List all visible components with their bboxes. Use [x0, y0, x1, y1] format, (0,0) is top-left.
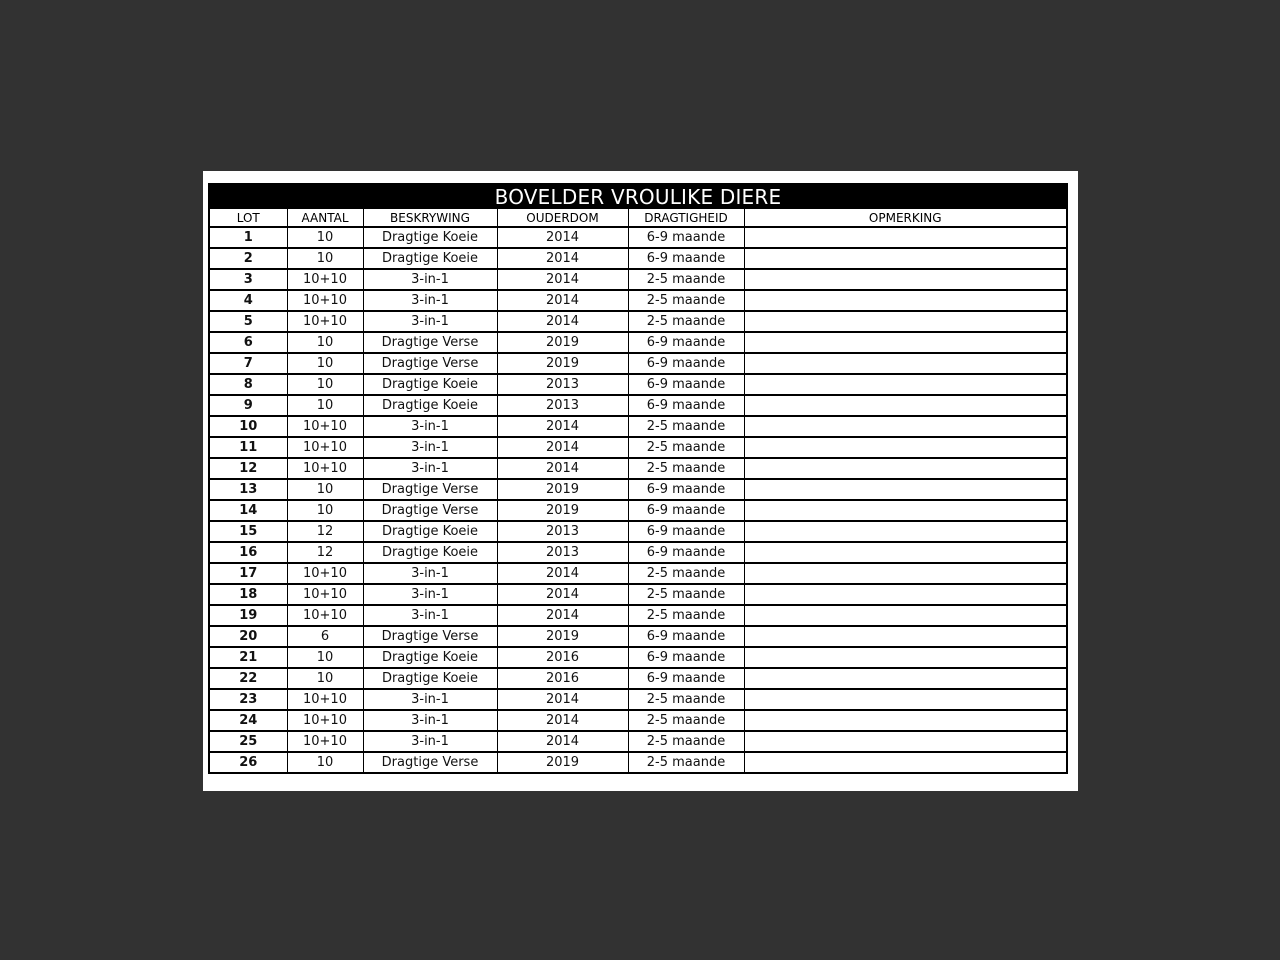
- lot-cell: 8: [209, 374, 287, 395]
- opmerking-cell: [744, 353, 1067, 374]
- ouderdom-cell: 2014: [497, 290, 628, 311]
- opmerking-cell: [744, 395, 1067, 416]
- opmerking-cell: [744, 311, 1067, 332]
- table-row: [209, 332, 1067, 353]
- lot-cell: 11: [209, 437, 287, 458]
- column-header-ouderdom: OUDERDOM: [497, 209, 628, 227]
- ouderdom-cell: 2014: [497, 584, 628, 605]
- table-row: [209, 395, 1067, 416]
- opmerking-cell: [744, 374, 1067, 395]
- aantal-cell: 10+10: [287, 458, 363, 479]
- lot-cell: 26: [209, 752, 287, 773]
- document-sheet: [203, 171, 1078, 791]
- table-row: [209, 374, 1067, 395]
- beskrywing-cell: 3-in-1: [363, 269, 497, 290]
- dragtigheid-cell: 2-5 maande: [628, 710, 744, 731]
- aantal-cell: 10: [287, 248, 363, 269]
- dragtigheid-cell: 6-9 maande: [628, 374, 744, 395]
- opmerking-cell: [744, 563, 1067, 584]
- beskrywing-cell: Dragtige Verse: [363, 353, 497, 374]
- dragtigheid-cell: 6-9 maande: [628, 479, 744, 500]
- aantal-cell: 10+10: [287, 290, 363, 311]
- opmerking-cell: [744, 437, 1067, 458]
- opmerking-cell: [744, 227, 1067, 248]
- dragtigheid-cell: 2-5 maande: [628, 731, 744, 752]
- ouderdom-cell: 2013: [497, 395, 628, 416]
- ouderdom-cell: 2014: [497, 710, 628, 731]
- dragtigheid-cell: 2-5 maande: [628, 269, 744, 290]
- ouderdom-cell: 2014: [497, 248, 628, 269]
- beskrywing-cell: Dragtige Koeie: [363, 521, 497, 542]
- table-row: [209, 290, 1067, 311]
- beskrywing-cell: 3-in-1: [363, 605, 497, 626]
- aantal-cell: 10+10: [287, 710, 363, 731]
- ouderdom-cell: 2014: [497, 269, 628, 290]
- table-row: [209, 458, 1067, 479]
- dragtigheid-cell: 6-9 maande: [628, 332, 744, 353]
- lot-cell: 17: [209, 563, 287, 584]
- aantal-cell: 6: [287, 626, 363, 647]
- table-row: [209, 584, 1067, 605]
- opmerking-cell: [744, 710, 1067, 731]
- aantal-cell: 10: [287, 752, 363, 773]
- aantal-cell: 12: [287, 521, 363, 542]
- table-row: [209, 605, 1067, 626]
- table-row: [209, 710, 1067, 731]
- table-row: [209, 563, 1067, 584]
- lot-cell: 12: [209, 458, 287, 479]
- opmerking-cell: [744, 752, 1067, 773]
- lot-cell: 15: [209, 521, 287, 542]
- ouderdom-cell: 2019: [497, 479, 628, 500]
- dragtigheid-cell: 6-9 maande: [628, 395, 744, 416]
- lot-cell: 20: [209, 626, 287, 647]
- ouderdom-cell: 2013: [497, 374, 628, 395]
- lot-cell: 22: [209, 668, 287, 689]
- beskrywing-cell: 3-in-1: [363, 416, 497, 437]
- beskrywing-cell: 3-in-1: [363, 563, 497, 584]
- ouderdom-cell: 2019: [497, 500, 628, 521]
- livestock-table: [208, 183, 1068, 774]
- aantal-cell: 10: [287, 500, 363, 521]
- opmerking-cell: [744, 647, 1067, 668]
- beskrywing-cell: Dragtige Koeie: [363, 668, 497, 689]
- lot-cell: 5: [209, 311, 287, 332]
- beskrywing-cell: 3-in-1: [363, 689, 497, 710]
- ouderdom-cell: 2014: [497, 437, 628, 458]
- aantal-cell: 10: [287, 647, 363, 668]
- lot-cell: 1: [209, 227, 287, 248]
- dragtigheid-cell: 6-9 maande: [628, 353, 744, 374]
- dragtigheid-cell: 2-5 maande: [628, 584, 744, 605]
- dragtigheid-cell: 6-9 maande: [628, 227, 744, 248]
- beskrywing-cell: 3-in-1: [363, 731, 497, 752]
- aantal-cell: 10+10: [287, 416, 363, 437]
- opmerking-cell: [744, 290, 1067, 311]
- table-row: [209, 227, 1067, 248]
- table-title: BOVELDER VROULIKE DIERE: [209, 184, 1067, 209]
- ouderdom-cell: 2019: [497, 626, 628, 647]
- dragtigheid-cell: 6-9 maande: [628, 626, 744, 647]
- table-row: [209, 311, 1067, 332]
- dragtigheid-cell: 6-9 maande: [628, 647, 744, 668]
- ouderdom-cell: 2013: [497, 521, 628, 542]
- ouderdom-cell: 2016: [497, 647, 628, 668]
- ouderdom-cell: 2013: [497, 542, 628, 563]
- beskrywing-cell: Dragtige Koeie: [363, 374, 497, 395]
- lot-cell: 24: [209, 710, 287, 731]
- opmerking-cell: [744, 521, 1067, 542]
- ouderdom-cell: 2014: [497, 563, 628, 584]
- beskrywing-cell: 3-in-1: [363, 584, 497, 605]
- aantal-cell: 10: [287, 374, 363, 395]
- beskrywing-cell: 3-in-1: [363, 437, 497, 458]
- beskrywing-cell: 3-in-1: [363, 290, 497, 311]
- lot-cell: 14: [209, 500, 287, 521]
- table-row: [209, 500, 1067, 521]
- beskrywing-cell: Dragtige Verse: [363, 479, 497, 500]
- dragtigheid-cell: 6-9 maande: [628, 500, 744, 521]
- aantal-cell: 12: [287, 542, 363, 563]
- beskrywing-cell: Dragtige Koeie: [363, 227, 497, 248]
- table-row: [209, 479, 1067, 500]
- ouderdom-cell: 2016: [497, 668, 628, 689]
- lot-cell: 21: [209, 647, 287, 668]
- lot-cell: 2: [209, 248, 287, 269]
- lot-cell: 7: [209, 353, 287, 374]
- column-header-opmerking: OPMERKING: [744, 209, 1067, 227]
- opmerking-cell: [744, 731, 1067, 752]
- table-row: [209, 647, 1067, 668]
- beskrywing-cell: 3-in-1: [363, 311, 497, 332]
- ouderdom-cell: 2014: [497, 416, 628, 437]
- table-row: [209, 416, 1067, 437]
- ouderdom-cell: 2019: [497, 353, 628, 374]
- aantal-cell: 10: [287, 353, 363, 374]
- beskrywing-cell: Dragtige Verse: [363, 500, 497, 521]
- aantal-cell: 10+10: [287, 605, 363, 626]
- lot-cell: 13: [209, 479, 287, 500]
- lot-cell: 23: [209, 689, 287, 710]
- beskrywing-cell: Dragtige Koeie: [363, 542, 497, 563]
- table-row: [209, 689, 1067, 710]
- table-row: [209, 752, 1067, 773]
- dragtigheid-cell: 2-5 maande: [628, 290, 744, 311]
- column-header-lot: LOT: [209, 209, 287, 227]
- lot-cell: 25: [209, 731, 287, 752]
- opmerking-cell: [744, 500, 1067, 521]
- dragtigheid-cell: 2-5 maande: [628, 689, 744, 710]
- lot-cell: 6: [209, 332, 287, 353]
- lot-cell: 19: [209, 605, 287, 626]
- opmerking-cell: [744, 248, 1067, 269]
- table-row: [209, 269, 1067, 290]
- beskrywing-cell: Dragtige Koeie: [363, 395, 497, 416]
- opmerking-cell: [744, 668, 1067, 689]
- aantal-cell: 10: [287, 227, 363, 248]
- beskrywing-cell: Dragtige Verse: [363, 752, 497, 773]
- opmerking-cell: [744, 542, 1067, 563]
- opmerking-cell: [744, 332, 1067, 353]
- dragtigheid-cell: 2-5 maande: [628, 458, 744, 479]
- beskrywing-cell: 3-in-1: [363, 458, 497, 479]
- aantal-cell: 10+10: [287, 311, 363, 332]
- aantal-cell: 10+10: [287, 269, 363, 290]
- dragtigheid-cell: 2-5 maande: [628, 311, 744, 332]
- beskrywing-cell: Dragtige Koeie: [363, 248, 497, 269]
- lot-cell: 9: [209, 395, 287, 416]
- aantal-cell: 10+10: [287, 731, 363, 752]
- beskrywing-cell: Dragtige Verse: [363, 332, 497, 353]
- opmerking-cell: [744, 689, 1067, 710]
- dragtigheid-cell: 2-5 maande: [628, 563, 744, 584]
- dragtigheid-cell: 2-5 maande: [628, 605, 744, 626]
- ouderdom-cell: 2014: [497, 605, 628, 626]
- aantal-cell: 10: [287, 479, 363, 500]
- table-row: [209, 248, 1067, 269]
- dragtigheid-cell: 2-5 maande: [628, 416, 744, 437]
- lot-cell: 16: [209, 542, 287, 563]
- table-row: [209, 521, 1067, 542]
- opmerking-cell: [744, 605, 1067, 626]
- aantal-cell: 10+10: [287, 437, 363, 458]
- lot-cell: 4: [209, 290, 287, 311]
- beskrywing-cell: 3-in-1: [363, 710, 497, 731]
- column-header-dragtigheid: DRAGTIGHEID: [628, 209, 744, 227]
- dragtigheid-cell: 6-9 maande: [628, 668, 744, 689]
- column-header-aantal: AANTAL: [287, 209, 363, 227]
- ouderdom-cell: 2014: [497, 458, 628, 479]
- ouderdom-cell: 2014: [497, 311, 628, 332]
- table-row: [209, 542, 1067, 563]
- dragtigheid-cell: 6-9 maande: [628, 542, 744, 563]
- ouderdom-cell: 2014: [497, 731, 628, 752]
- opmerking-cell: [744, 584, 1067, 605]
- table-row: [209, 731, 1067, 752]
- beskrywing-cell: Dragtige Koeie: [363, 647, 497, 668]
- lot-cell: 3: [209, 269, 287, 290]
- ouderdom-cell: 2019: [497, 752, 628, 773]
- aantal-cell: 10: [287, 668, 363, 689]
- table-row: [209, 353, 1067, 374]
- header-row: [209, 209, 1067, 227]
- table-row: [209, 437, 1067, 458]
- opmerking-cell: [744, 269, 1067, 290]
- aantal-cell: 10: [287, 395, 363, 416]
- aantal-cell: 10+10: [287, 584, 363, 605]
- ouderdom-cell: 2014: [497, 689, 628, 710]
- beskrywing-cell: Dragtige Verse: [363, 626, 497, 647]
- dragtigheid-cell: 6-9 maande: [628, 521, 744, 542]
- opmerking-cell: [744, 416, 1067, 437]
- aantal-cell: 10+10: [287, 563, 363, 584]
- dragtigheid-cell: 2-5 maande: [628, 437, 744, 458]
- opmerking-cell: [744, 458, 1067, 479]
- table-row: [209, 626, 1067, 647]
- dragtigheid-cell: 2-5 maande: [628, 752, 744, 773]
- column-header-beskrywing: BESKRYWING: [363, 209, 497, 227]
- opmerking-cell: [744, 479, 1067, 500]
- opmerking-cell: [744, 626, 1067, 647]
- ouderdom-cell: 2014: [497, 227, 628, 248]
- table-row: [209, 668, 1067, 689]
- dragtigheid-cell: 6-9 maande: [628, 248, 744, 269]
- table-body: [209, 227, 1067, 773]
- lot-cell: 18: [209, 584, 287, 605]
- aantal-cell: 10: [287, 332, 363, 353]
- ouderdom-cell: 2019: [497, 332, 628, 353]
- lot-cell: 10: [209, 416, 287, 437]
- aantal-cell: 10+10: [287, 689, 363, 710]
